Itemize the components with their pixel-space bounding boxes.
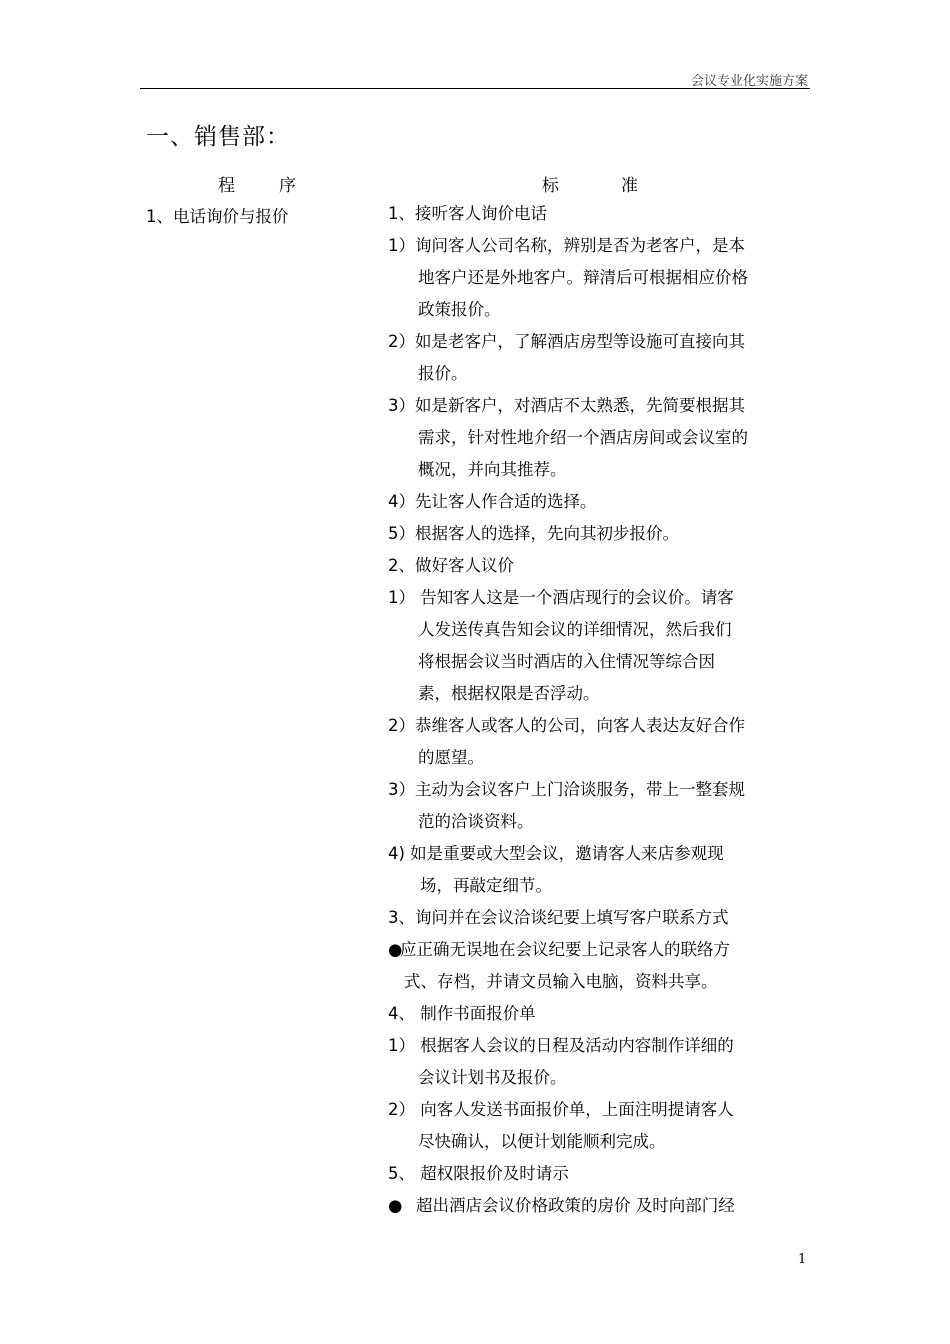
- standard-line: 2） 向客人发送书面报价单，上面注明提请客人: [388, 1100, 734, 1119]
- standard-line: 3）主动为会议客户上门洽谈服务，带上一整套规: [388, 780, 745, 799]
- procedure-item: 1、电话询价与报价: [146, 207, 289, 226]
- standard-line: 概况，并向其推荐。: [418, 460, 567, 479]
- standard-line: 人发送传真告知会议的详细情况，然后我们: [418, 620, 732, 639]
- standard-line: 1、接听客人询价电话: [388, 204, 547, 223]
- standard-line: 式、存档，并请文员输入电脑，资料共享。: [404, 972, 718, 991]
- standard-line: 范的洽谈资料。: [418, 812, 534, 831]
- bullet-line: [388, 939, 808, 971]
- standard-line: 2）如是老客户，了解酒店房型等设施可直接向其: [388, 332, 745, 351]
- standard-line: 会议计划书及报价。: [418, 1068, 567, 1087]
- standard-line: 2、做好客人议价: [388, 556, 514, 575]
- standard-line: 1） 告知客人这是一个酒店现行的会议价。请客: [388, 588, 734, 607]
- standard-line: 4) 如是重要或大型会议，邀请客人来店参观现: [388, 844, 724, 863]
- standard-line: 素，根据权限是否浮动。: [418, 684, 600, 703]
- standard-line: 4、 制作书面报价单: [388, 1004, 536, 1023]
- bullet-icon: ●: [388, 1196, 403, 1215]
- standard-line: 将根据会议当时酒店的入住情况等综合因: [418, 652, 715, 671]
- header-rule: [140, 88, 810, 89]
- standard-line: 报价。: [418, 364, 468, 383]
- column-header-standard: 标准: [542, 176, 700, 196]
- standard-line: 5）根据客人的选择，先向其初步报价。: [388, 524, 679, 543]
- standard-line: 2）恭维客人或客人的公司，向客人表达友好合作: [388, 716, 745, 735]
- standard-line: 3、询问并在会议洽谈纪要上填写客户联系方式: [388, 908, 729, 927]
- standard-line: 场，再敲定细节。: [420, 876, 552, 895]
- standard-line: 需求，针对性地介绍一个酒店房间或会议室的: [418, 428, 748, 447]
- standard-line: 的愿望。: [418, 748, 484, 767]
- standard-line: 5、 超权限报价及时请示: [388, 1164, 569, 1183]
- section-title: 一、销售部：: [146, 124, 290, 150]
- standard-line: 1）询问客人公司名称，辨别是否为老客户，是本: [388, 236, 745, 255]
- standard-line: 政策报价。: [418, 300, 501, 319]
- column-header-procedure: 程序: [218, 176, 340, 196]
- standard-line-text: 应正确无误地在会议纪要上记录客人的联络方: [400, 940, 730, 959]
- standard-line-text: 超出酒店会议价格政策的房价 及时向部门经: [416, 1196, 735, 1215]
- standard-line: 4）先让客人作合适的选择。: [388, 492, 597, 511]
- header-title: 会议专业化实施方案: [690, 74, 808, 89]
- standard-line: 地客户还是外地客户。辩清后可根据相应价格: [418, 268, 748, 287]
- standard-column: [388, 203, 808, 1227]
- bullet-icon: ●: [388, 940, 403, 959]
- page-number: 1: [798, 1252, 807, 1267]
- bullet-line: [388, 1195, 808, 1227]
- standard-line: 3）如是新客户，对酒店不太熟悉，先简要根据其: [388, 396, 745, 415]
- standard-line: 尽快确认，以便计划能顺利完成。: [418, 1132, 666, 1151]
- standard-line: 1） 根据客人会议的日程及活动内容制作详细的: [388, 1036, 734, 1055]
